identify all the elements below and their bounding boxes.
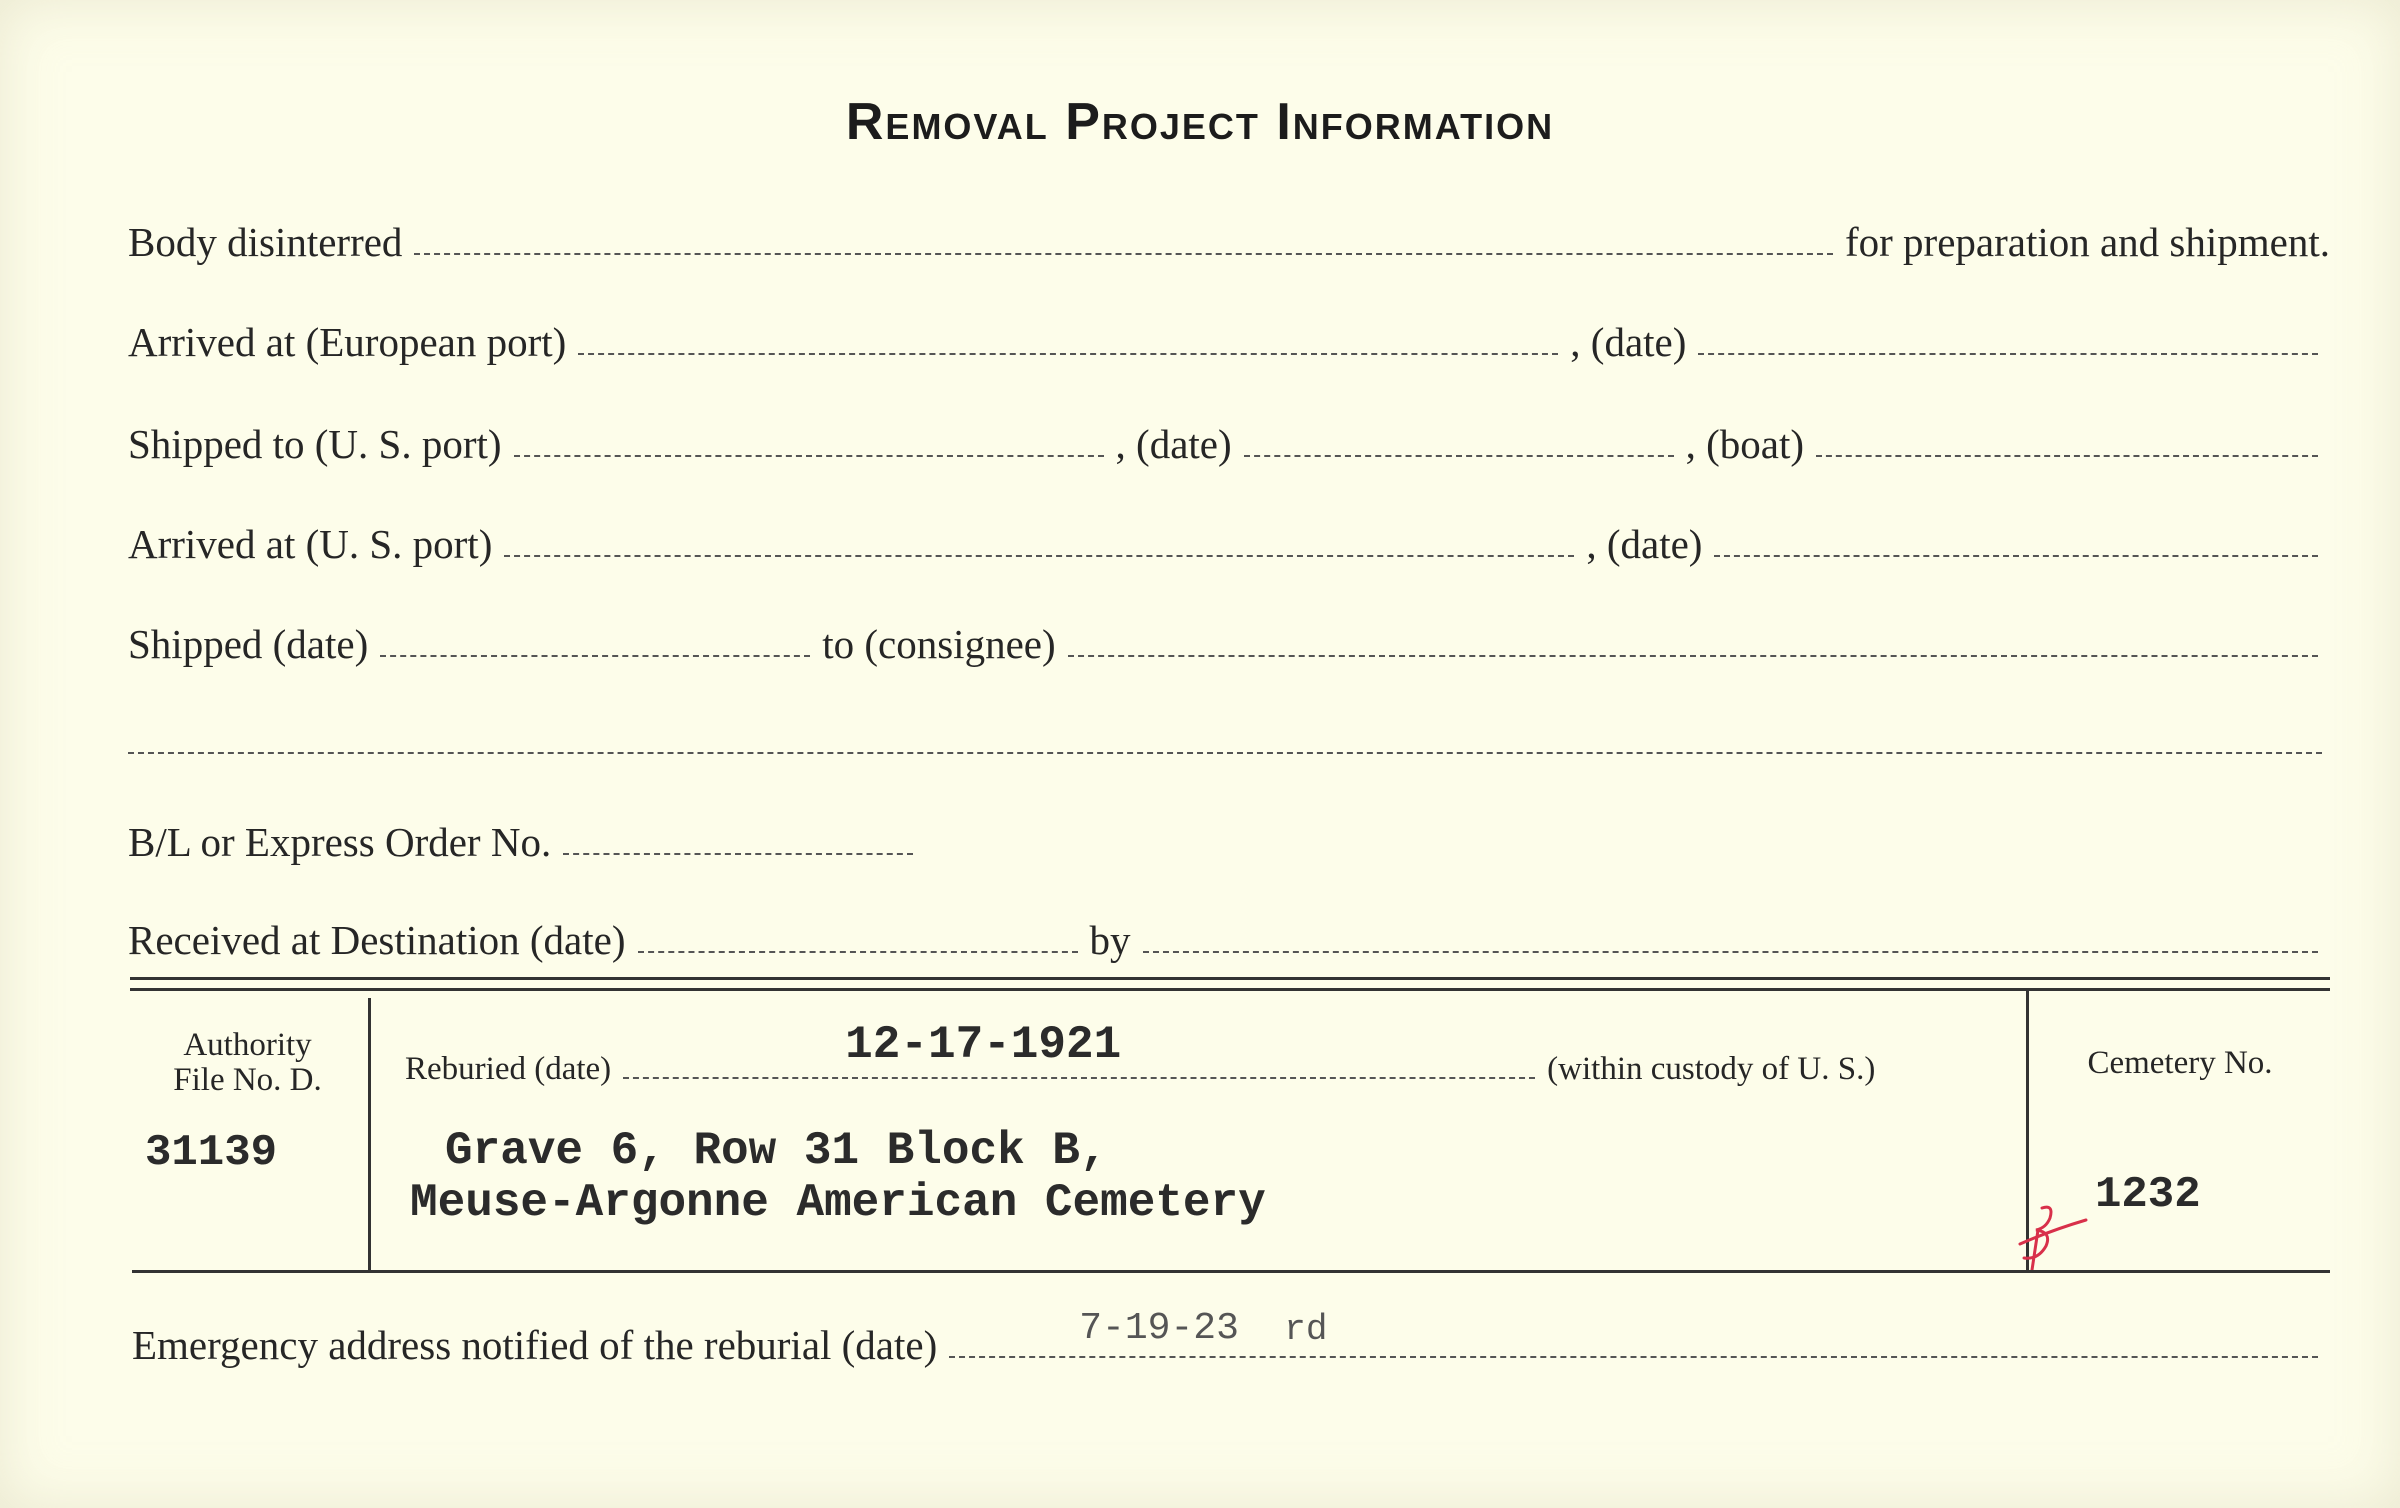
received-destination-line (638, 951, 1078, 953)
grave-location-line-1: Grave 6, Row 31 Block B, (445, 1125, 1108, 1177)
row-reburied (405, 1018, 1995, 1087)
emergency-date-value: 7-19-23 (1079, 1307, 1239, 1350)
shipped-date-label: Shipped (date) (128, 621, 369, 667)
shipped-us-date-line (1244, 455, 1674, 457)
row-arrived-us-port (128, 521, 2330, 567)
reburied-label: Reburied (date) (405, 1051, 612, 1087)
arrived-us-port-label: Arrived at (U. S. port) (128, 521, 493, 567)
cemetery-number-value: 1232 (2095, 1170, 2201, 1220)
arrived-european-label: Arrived at (European port) (128, 319, 567, 365)
form-title: Removal Project Information (845, 93, 1555, 151)
row-emergency (132, 1307, 2330, 1368)
by-label: by (1089, 917, 1131, 963)
body-disinterred-line (414, 253, 1833, 255)
shipped-us-port-line (514, 455, 1104, 457)
row-body-disinterred (128, 219, 2330, 265)
shipped-date-line (380, 655, 810, 657)
arrived-european-date-label: , (date) (1570, 319, 1687, 365)
arrived-european-date-line (1698, 353, 2318, 355)
body-disinterred-label: Body disinterred (128, 219, 403, 265)
emergency-date-suffix: rd (1284, 1309, 1328, 1350)
red-handwritten-mark (2002, 1200, 2090, 1280)
double-rule-top (130, 977, 2330, 980)
arrived-us-date-line (1714, 555, 2318, 557)
consignee-line (1068, 655, 2318, 657)
row-shipped-us-port (128, 421, 2330, 467)
reburied-date-value: 12-17-1921 (845, 1018, 1122, 1071)
row-shipped-consignee (128, 621, 2330, 667)
shipped-us-date-label: , (date) (1115, 421, 1232, 467)
arrived-us-port-line (504, 555, 1574, 557)
emergency-label: Emergency address notified of the reburial (date) (132, 1322, 938, 1368)
double-rule-bottom (130, 988, 2330, 991)
reburial-block-bottom-rule (132, 1270, 2330, 1273)
authority-label-line-2: File No. D. (173, 1061, 322, 1098)
grave-location-line-2: Meuse-Argonne American Cemetery (410, 1177, 1266, 1229)
consignee-label: to (consignee) (822, 621, 1056, 667)
authority-label (130, 1028, 365, 1097)
row-received-destination (128, 917, 2330, 963)
cemetery-number-label: Cemetery No. (2087, 1045, 2273, 1081)
authority-file-number: 31139 (145, 1128, 278, 1178)
shipped-us-port-label: Shipped to (U. S. port) (128, 421, 502, 467)
reburied-line (623, 1018, 1535, 1079)
for-preparation-label: for preparation and shipment. (1844, 219, 2330, 265)
shipped-us-boat-label: , (boat) (1685, 421, 1805, 467)
authority-label-line-1: Authority (183, 1027, 312, 1063)
received-destination-label: Received at Destination (date) (128, 917, 626, 963)
arrived-european-line (578, 353, 1558, 355)
consignee-continuation-line (128, 752, 2322, 754)
custody-label: (within custody of U. S.) (1547, 1051, 1876, 1087)
bl-order-line (563, 853, 913, 855)
shipped-us-boat-line (1816, 455, 2318, 457)
authority-divider (368, 998, 371, 1270)
by-line (1143, 951, 2319, 953)
row-arrived-european (128, 319, 2330, 365)
arrived-us-date-label: , (date) (1586, 521, 1703, 567)
row-bl-order (128, 819, 925, 865)
bl-order-label: B/L or Express Order No. (128, 819, 552, 865)
emergency-line (949, 1307, 2318, 1358)
